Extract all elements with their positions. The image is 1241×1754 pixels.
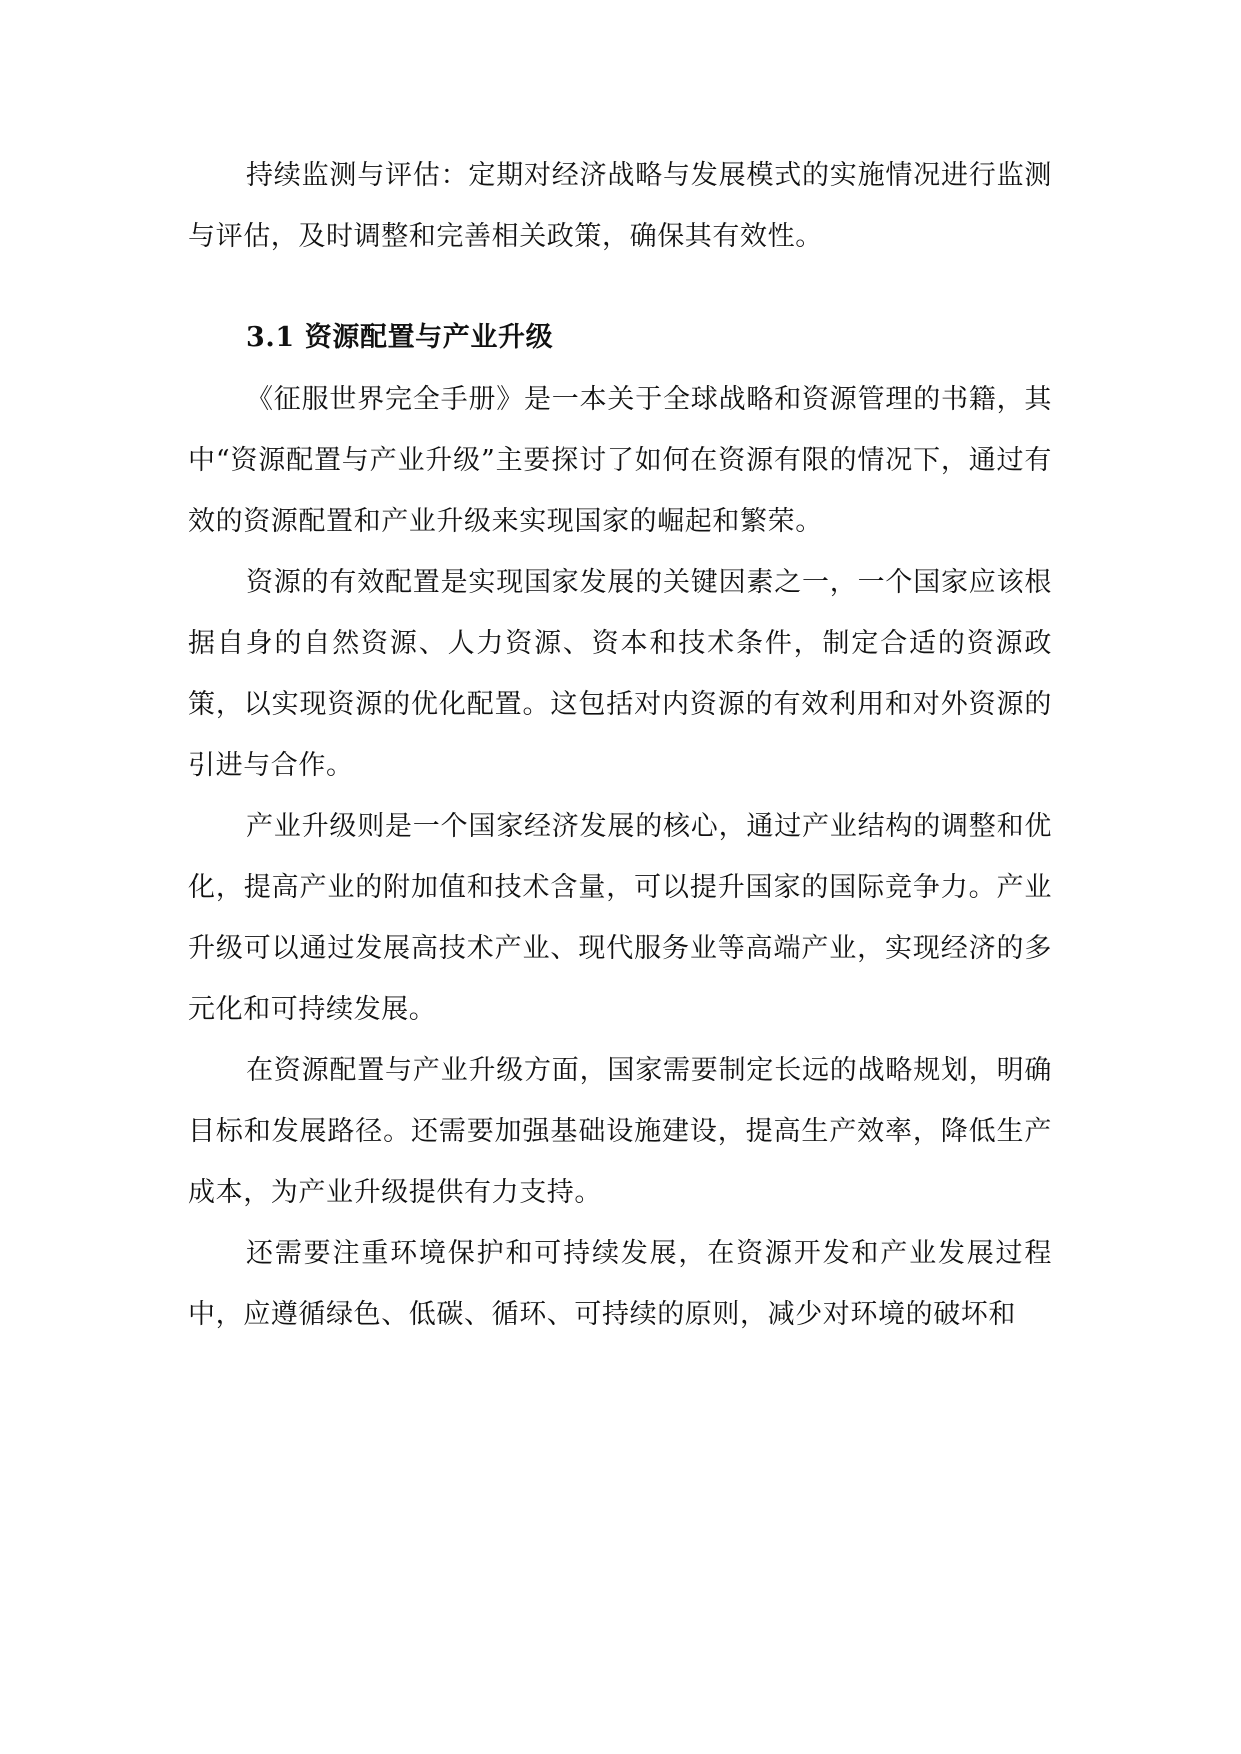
paragraph-strategic-planning: 在资源配置与产业升级方面，国家需要制定长远的战略规划，明确目标和发展路径。还需要加强基础设施建设，提高生产效率，降低生产成本，为产业升级提供有力支持。 bbox=[188, 1055, 1052, 1208]
paragraph-environment: 还需要注重环境保护和可持续发展，在资源开发和产业发展过程中，应遵循绿色、低碳、循环、可持续的原则，减少对环境的破坏和 bbox=[188, 1238, 1052, 1330]
document-body bbox=[188, 145, 1052, 1345]
paragraph-resource-allocation: 资源的有效配置是实现国家发展的关键因素之一，一个国家应该根据自身的自然资源、人力资源、资本和技术条件，制定合适的资源政策，以实现资源的优化配置。这包括对内资源的有效利用和对外资源的引进与合作。 bbox=[188, 567, 1052, 781]
section-heading: 3.1 资源配置与产业升级 bbox=[246, 322, 554, 353]
paragraph-industrial-upgrade: 产业升级则是一个国家经济发展的核心，通过产业结构的调整和优化，提高产业的附加值和技术含量，可以提升国家的国际竞争力。产业升级可以通过发展高技术产业、现代服务业等高端产业，实现经济的多元化和可持续发展。 bbox=[188, 811, 1052, 1025]
paragraph-monitoring: 持续监测与评估：定期对经济战略与发展模式的实施情况进行监测与评估，及时调整和完善相关政策，确保其有效性。 bbox=[188, 160, 1052, 252]
paragraph-intro: 《征服世界完全手册》是一本关于全球战略和资源管理的书籍，其中“资源配置与产业升级”主要探讨了如何在资源有限的情况下，通过有效的资源配置和产业升级来实现国家的崛起和繁荣。 bbox=[188, 384, 1052, 537]
